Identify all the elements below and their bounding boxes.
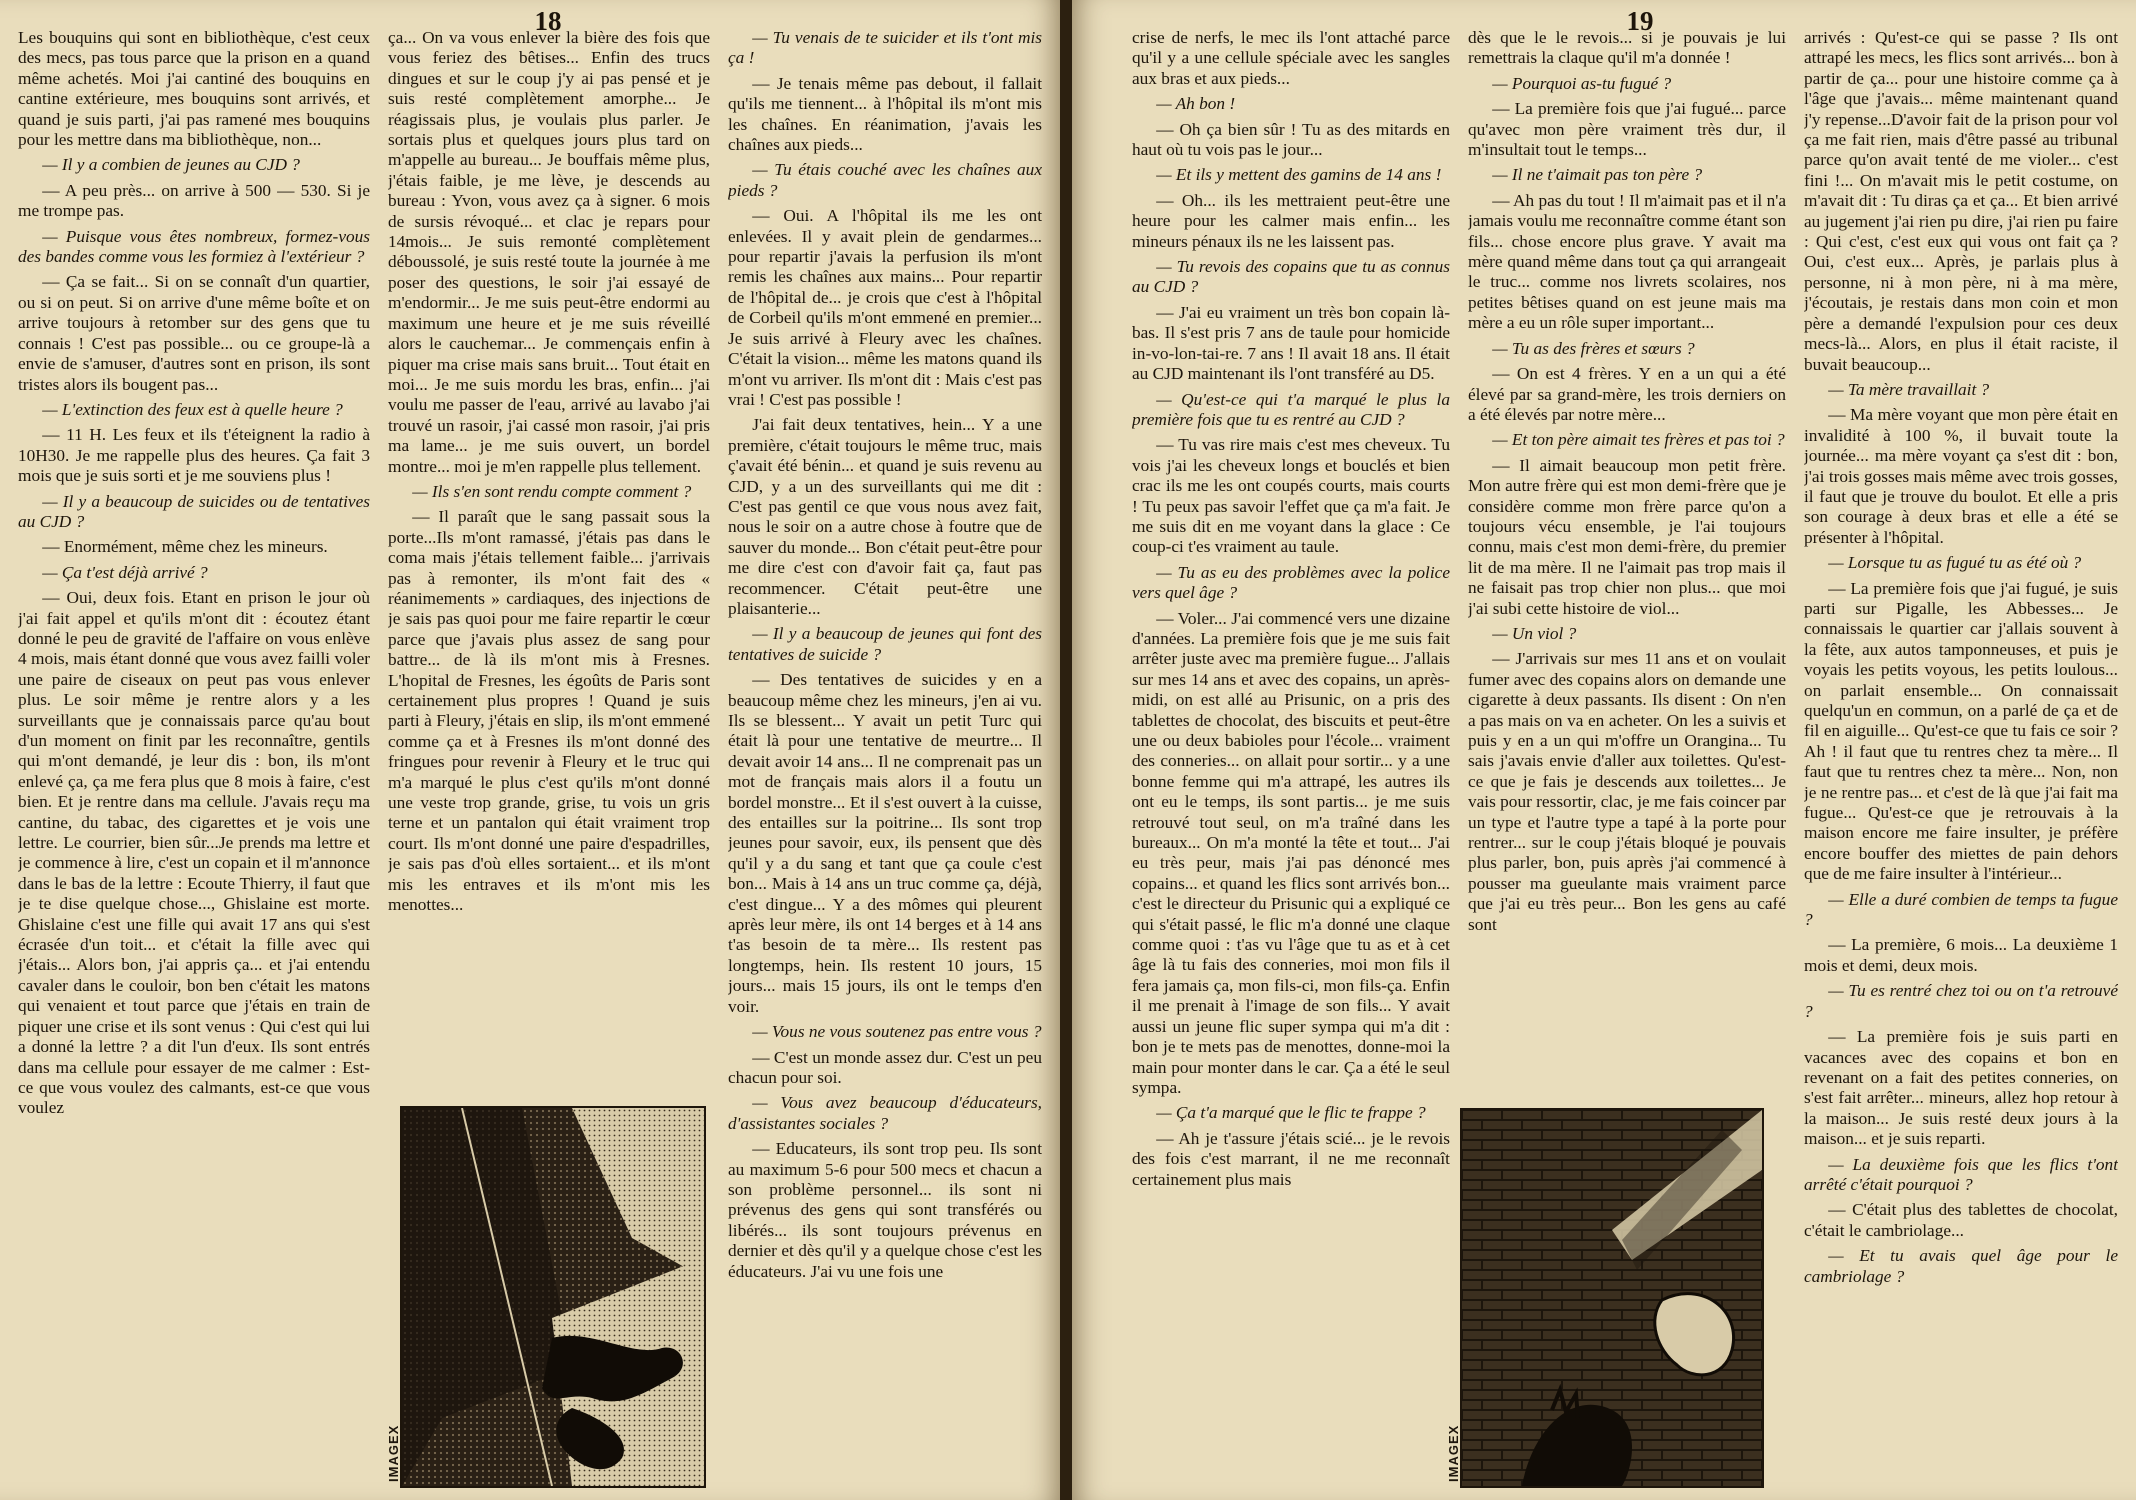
interview-question: — Ils s'en sont rendu compte comment ? — [412, 481, 692, 501]
illustration-drawing — [402, 1108, 704, 1486]
interview-question: — L'extinction des feux est à quelle heure ? — [42, 399, 343, 419]
paragraph: — J'arrivais sur mes 11 ans et on voulait fumer avec des copains alors on demande une cigarette à deux passants. Ils disent : On n'en a pas mais on va en acheter. On les a suivis et puis y en a un qui m'offre un Orangina... Tu sais j'avais envie d'aller aux toilettes. Qu'est-ce que je fais je descends aux toilettes... Je vais pour ressortir, clac, je me fais coincer par un type et l'autre type a tapé à la porte pour rentrer... sur le coup j'étais bloqué je pouvais plus parler, bon, puis après j'ai commencé à pousser ma gueulante mais vraiment parce que j'ai eu très peur... Bon les gens au café sont — [1468, 649, 1786, 934]
paragraph: — Ma mère voyant que mon père était en invalidité à 100 %, il buvait toute la journée... ma mère voyant ça s'est dit : bon, j'ai trois gosses mais même avec trois gosses, il faut que je trouve du boulot. Et elle a pris son courage à deux bras et elle a été se présenter à l'hôpital. — [1804, 405, 2118, 547]
interview-question: — Elle a duré combien de temps ta fugue ? — [1804, 889, 2118, 930]
column-3 — [1804, 28, 2118, 1490]
paragraph: — Educateurs, ils sont trop peu. Ils sont au maximum 5-6 pour 500 mecs et chacun a son problème personnel... ils sont ni prévenus des gens qui sont transférés ou libérés... ils sont toujours prévenus en dernier et dès qu'il y a quelque chose c'est les éducateurs. J'ai vu une fois une — [728, 1139, 1042, 1281]
page-number: 19 — [1626, 6, 1654, 36]
interview-question: — Et ton père aimait tes frères et pas toi ? — [1492, 430, 1785, 450]
interview-question: — Et tu avais quel âge pour le cambriolage ? — [1804, 1246, 2118, 1286]
interview-question: — Tu étais couché avec les chaînes aux pieds ? — [728, 160, 1042, 200]
paragraph: — Oui. A l'hôpital ils me les ont enlevées. Il y avait plein de gendarmes... pour repartir j'avais la perfusion ils m'ont remis les chaînes aux mains... Pour repartir de l'hôpital de... je crois que c'est à l'hôpital de Corbeil qu'ils m'ont emmené en premier... Je suis arrivé à Fleury avec les chaînes. C'était la vision... même les matons quand ils m'ont vu arriver. Ils m'ont dit : Mais c'est pas vrai ! C'est pas possible ! — [728, 206, 1042, 409]
paragraph: — Il aimait beaucoup mon petit frère. Mon autre frère qui est mon demi-frère que je considère comme mon frère parce qu'on a toujours vécu ensemble, je l'ai toujours connu, mais c'est mon demi-frère, du premier lit de ma mère. Il ne l'aimait pas trop mais il ne faisait pas trop chier non plus... que moi j'ai subi cette histoire de viol... — [1468, 455, 1786, 618]
paragraph: — C'était plus des tablettes de chocolat, c'était le cambriolage... — [1804, 1200, 2118, 1240]
paragraph: — Ah pas du tout ! Il m'aimait pas et il n'a jamais voulu me reconnaître comme étant son fils... chose encore plus grave. Y avait ma mère quand même dans tout ça qui arrangeait le truc... comme nos livrets scolaires, nos petites bêtises quand on est jeune mais ma mère a eu un rôle super important... — [1468, 190, 1786, 333]
interview-question: — La deuxième fois que les flics t'ont arrêté c'était pourquoi ? — [1804, 1154, 2118, 1194]
column-1 — [18, 28, 370, 1490]
paragraph: — La première fois que j'ai fugué, je suis parti sur Pigalle, les Abbesses... Je connaissais le quartier car j'allais souvent à la fête, aux autos tamponneuses, et puis je voyais les petits voyous, les petits loulous... on parlait ensemble... On connaissait quelqu'un en commun, on a parlé de ça et de fil en aiguille... Qu'est-ce que tu fais ce soir ? Ah ! il faut que tu rentres chez ta mère... Il faut que tu rentres chez ta mère... Non, non je ne rentre pas... et c'est de là que j'ai fait ma fugue... Qu'est-ce que je retrouvais à la maison encore me faire insulter, je préfère encore bouffer des miettes de pain dehors que de me faire insulter à l'intérieur... — [1804, 578, 2118, 884]
column-1 — [1132, 28, 1450, 1490]
paragraph: — La première fois je suis parti en vacances avec des copains et bon en revenant on a fait des petites conneries, on s'est fait arrêter... mineurs, allez hop retour à la maison... Je suis resté deux jours à la maison... et je suis reparti. — [1804, 1027, 2118, 1149]
paragraph: — Des tentatives de suicides y en a beaucoup même chez les mineurs, j'en ai vu. Ils se blessent... Y avait un petit Turc qui était là pour une tentative de meurtre... Il devait avoir 14 ans... Il ne comprenait pas un mot de français mais alors il a foutu un bordel monstre... Et il s'est ouvert à la cuisse, des entailles sur la poitrine... Ils sont trop jeunes pour savoir, eux, ils pensent que dès qu'il y a du sang et tant que ça coule c'est bon... Mais à 14 ans un truc comme ça, déjà, c'est dingue... Y a des mômes qui pleurent après leur mère, ils ont 14 berges et à 14 ans t'as besoin de ta mère... Ils restent pas longtemps, hein. Ils restent 10 jours, 15 jours... mais 15 jours, ils ont le temps d'en voir. — [728, 670, 1042, 1016]
interview-question: — Pourquoi as-tu fugué ? — [1492, 73, 1672, 93]
interview-question: — Tu venais de te suicider et ils t'ont mis ça ! — [728, 28, 1042, 68]
paragraph: Les bouquins qui sont en bibliothèque, c'est ceux des mecs, pas tous parce que la prison en a quand même achetés. Moi j'ai cantiné des bouquins en cantine extérieure, mes bouquins sont arrivés, et quand je suis parti, j'ai pas ramené mes bouquins pour les mettre dans ma bibliothèque, non... — [18, 28, 370, 150]
paragraph: — Voler... J'ai commencé vers une dizaine d'années. La première fois que je me suis fait arrêter juste avec ma première fugue... J'allais sur mes 14 ans et avec des copains, un après-midi, on est allé au Prisunic, on a pris des tablettes de chocolat, des biscuits et peut-être une ou deux babioles pour l'école... vraiment des conneries... on allait pour sortir... y a une bonne femme qui m'a attrapé, les autres ils ont eu le temps, ils sont partis... je me suis retrouvé tout seul, on m'a traîné dans les bureaux... On m'a monté la tête et tout... J'ai eu très peur, mais j'ai pas dénoncé mes copains... et quand les flics sont arrivés bon... c'est le directeur du Prisunic qui a expliqué ce qui s'était passé, le flic m'a donné une claque comme quoi : t'as vu l'âge que tu as et à cet âge là tu fais des conneries, moi mon fils il fera jamais ça, mon fils-ci, mon fils-ça. Enfin il me prenait à l'image de son fils... Y avait aussi un jeune flic super sympa qui m'a dit : bon je te mets pas de menottes, donne-moi la main pour monter dans le car. Ça a été le seul sympa. — [1132, 608, 1450, 1097]
paragraph: ça... On va vous enlever la bière des fois que vous feriez des bêtises... Enfin des trucs dingues et sur le coup j'y ai pas pensé et je suis resté complètement amorphe... Je réagissais plus, je voulais plus parler. Je sortais plus et quelques jours plus tard on m'appelle au bureau... Je bouffais même plus, j'étais faible, je me lève, je descends au bureau : Yvon, vous avez ça à signer. 6 mois de sursis révoqué... et clac je repars pour 14mois... Je suis remonté complètement déboussolé, je suis resté toute la journée à me poser des questions, le soir j'ai essayé de m'endormir... Je me suis peut-être endormi au maximum une heure et je me suis réveillé alors le cauchemar... Je commençais enfin à piquer ma crise mais sans bruit... Tout était en moi... Je me suis mordu les bras, enfin... j'ai voulu me passer de l'eau, arrivé au lavabo j'ai trouvé un rasoir, j'ai cassé mon rasoir, j'ai pris ma lame... je me suis ouvert, un bordel montre... moi je m'en rappelle plus tellement. — [388, 28, 710, 476]
interview-question: — Qu'est-ce qui t'a marqué le plus la première fois que tu es rentré au CJD ? — [1132, 389, 1450, 429]
interview-question: — Il y a beaucoup de jeunes qui font des tentatives de suicide ? — [728, 624, 1042, 664]
paragraph: — Oh ça bien sûr ! Tu as des mitards en haut où tu vois pas le jour... — [1132, 119, 1450, 160]
interview-question: — Un viol ? — [1492, 623, 1577, 643]
illustration-credit: IMAGEX — [1446, 1424, 1461, 1482]
page-19 — [1072, 0, 2136, 1500]
paragraph: — Enormément, même chez les mineurs. — [42, 537, 328, 557]
paragraph: dès que le le revois... si je pouvais je lui remettrais la claque qu'il m'a donnée ! — [1468, 28, 1786, 68]
interview-question: — Lorsque tu as fugué tu as été où ? — [1828, 553, 2082, 573]
paragraph: — La première fois que j'ai fugué... parce qu'avec mon père vraiment très dur, il m'insultait tout le temps... — [1468, 99, 1786, 160]
paragraph: — La première, 6 mois... La deuxième 1 mois et demi, deux mois. — [1804, 935, 2118, 975]
interview-question: — Tu as des frères et sœurs ? — [1492, 338, 1695, 358]
paragraph: — Oh... ils les mettraient peut-être une heure pour les calmer mais enfin... les mineurs pénaux ils ne les laissent pas. — [1132, 190, 1450, 251]
page-number: 18 — [534, 6, 562, 36]
interview-question: — Vous ne vous soutenez pas entre vous ? — [752, 1022, 1042, 1042]
interview-question: — Ça t'a marqué que le flic te frappe ? — [1156, 1103, 1426, 1123]
paragraph: — Ah je t'assure j'étais scié... je le revois des fois c'est marrant, il ne me reconnaît certainement plus mais — [1132, 1128, 1450, 1189]
interview-question: — Tu as eu des problèmes avec la police vers quel âge ? — [1132, 562, 1450, 603]
paragraph: J'ai fait deux tentatives, hein... Y a une première, c'était toujours le même truc, mais ç'avait été bénin... et quand je suis revenu au CJD, y a un des surveillants qui me dit : C'est pas gentil ce que vous nous avez fait, nous le soir on a autre chose à foutre que de sauver du monde... Bon c'était peut-être pour me dire c'est con d'avoir fait ça, faut pas recommencer. C'était peut-être une plaisanterie... — [728, 415, 1042, 618]
illustration-drawing — [1462, 1110, 1762, 1486]
paragraph: — Ça se fait... Si on se connaît d'un quartier, ou si on peut. Si on arrive d'une même boîte et on arrive toujours à retomber sur des gens que tu connais ! C'est pas possible... ou ce groupe-là a envie de s'amuser, d'autres sont en prison, ils sont tristes alors ils bougent pas... — [18, 272, 370, 394]
interview-question: — Ça t'est déjà arrivé ? — [42, 562, 208, 582]
column-2 — [388, 28, 710, 1098]
illustration-credit: IMAGEX — [386, 1424, 401, 1482]
interview-question: — Et ils y mettent des gamins de 14 ans ! — [1156, 165, 1442, 185]
illustration — [400, 1106, 706, 1488]
interview-question: — Il y a beaucoup de suicides ou de tentatives au CJD ? — [18, 491, 370, 531]
paragraph: — Tu vas rire mais c'est mes cheveux. Tu vois j'ai les cheveux longs et bouclés et bien crac ils me les ont coupés courts, mais courts ! Tu peux pas savoir l'effet que ça m'a fait. Je me suis dit en me voyant dans la glace : Ce coup-ci t'es vraiment au taule. — [1132, 435, 1450, 557]
binding-gutter — [1060, 0, 1072, 1500]
column-2 — [1468, 28, 1786, 1084]
interview-question: — Il ne t'aimait pas ton père ? — [1492, 165, 1703, 185]
interview-question: — Puisque vous êtes nombreux, formez-vous des bandes comme vous les formiez à l'extérieur ? — [18, 226, 370, 267]
interview-question: — Il y a combien de jeunes au CJD ? — [42, 155, 300, 175]
interview-question: — Tu es rentré chez toi ou on t'a retrouvé ? — [1804, 981, 2118, 1021]
interview-question: — Ah bon ! — [1156, 94, 1236, 114]
paragraph: — 11 H. Les feux et ils t'éteignent la radio à 10H30. Je me rappelle plus des heures. Ça fait 3 mois que je suis sorti et je me souviens plus ! — [18, 425, 370, 486]
interview-question: — Tu revois des copains que tu as connus au CJD ? — [1132, 257, 1450, 297]
paragraph: — Oui, deux fois. Etant en prison le jour où j'ai fait appel et qu'ils m'ont dit : écoutez étant donné le peu de gravité de l'affaire on vous enlève 4 mois, mais étant donné que vous avez failli voler une paire de ciseaux on peut pas vous enlever plus. Le soir même je rentre alors y a les surveillants que je connaissais parce qu'au bout d'un moment on finit par les reconnaître, gentils qui m'ont demandé, je leur dis : bon, ils m'ont enlevé ça, ça me fera plus que 8 mois à faire, c'est bien. Et je rentre dans ma cellule. J'avais reçu ma cantine, du tabac, des cigarettes et je vois une lettre. Le courrier, bien sûr...Je prends ma lettre et je commence à lire, c'est un copain et il m'annonce dans le bas de la lettre : Ecoute Thierry, il faut que je te dise quelque chose..., Ghislaine est morte. Ghislaine c'est une fille qui avait 17 ans qui s'est écrasée d'un toit... et c'était la fille avec qui j'étais... Alors bon, j'ai appris ça... et j'ai entendu cavaler dans le couloir, bon ben c'était les matons qui venaient et tout parce que j'étais en train de piquer une crise et ils sont venus : Qui c'est qui lui a donné la lettre ? a dit l'un d'eux. Ils sont entrés dans ma cellule pour essayer de me calmer : Est-ce que vous voulez des calmants, est-ce que vous voulez — [18, 588, 370, 1118]
paragraph: — J'ai eu vraiment un très bon copain là-bas. Il s'est pris 7 ans de taule pour homicide in-vo-lon-tai-re. 7 ans ! Il avait 18 ans. Il était au CJD maintenant ils l'ont transféré au D5. — [1132, 302, 1450, 384]
illustration — [1460, 1108, 1764, 1488]
paragraph: — A peu près... on arrive à 500 — 530. Si je me trompe pas. — [18, 180, 370, 221]
interview-question: — Ta mère travaillait ? — [1828, 379, 1990, 399]
page-18 — [0, 0, 1060, 1500]
paragraph: arrivés : Qu'est-ce qui se passe ? Ils ont attrapé les mecs, les flics sont arrivés... bon à partir de ça... pour une histoire comme ça à l'âge que j'avais... même maintenant quand j'y repense...D'avoir fait de la prison pour vol ça me fait rien, mais d'être passé au tribunal parce qu'on avait tenté de me violer... c'est fini !... On m'avait mis le petit costume, on m'avait dit : Tu diras ça et ça... Et bien arrivé au jugement j'ai rien pu dire, j'ai rien pu faire : Qui c'est, c'est eux qui vous ont fait ça ? Oui, c'est eux... Après, je parlais plus à personne, ni à mon père, ni à ma mère, j'écoutais, je restais dans mon coin et mon père a demandé l'expulsion pour ces deux mecs-là... Alors, en plus il était raciste, il buvait beaucoup... — [1804, 28, 2118, 374]
paragraph: — On est 4 frères. Y en a un qui a été élevé par sa grand-mère, les trois derniers on a été élevés par notre mère... — [1468, 364, 1786, 424]
interview-question: — Vous avez beaucoup d'éducateurs, d'assistantes sociales ? — [728, 1093, 1042, 1133]
paragraph: — Il paraît que le sang passait sous la porte...Ils m'ont ramassé, j'étais pas dans le coma mais j'étais tellement faible... j'arrivais pas à remonter, ils m'ont fait des « réanimements » cardiaques, des injections de je sais pas quoi pour me faire repartir le cœur parce que j'avais plus assez de sang pour battre... de là ils m'ont mis à Fresnes. L'hopital de Fresnes, les égoûts de Paris sont certainement plus propres ! Quand je suis parti à Fleury, j'étais en slip, ils m'ont emmené comme ça et à Fresnes ils m'ont donné des fringues pour revenir à Fleury et le truc qui m'a marqué le plus c'est qu'ils m'ont donné une veste trop grande, grise, tu vois un gris terne et un pantalon qui était vraiment trop court. Ils m'ont donné une paire d'espadrilles, je sais pas d'où elles sortaient... et ils m'ont mis les entraves et ils m'ont mis les menottes... — [388, 507, 710, 915]
column-3 — [728, 28, 1042, 1490]
paragraph: crise de nerfs, le mec ils l'ont attaché parce qu'il y a une cellule spéciale avec les sangles aux bras et aux pieds... — [1132, 28, 1450, 88]
paragraph: — Je tenais même pas debout, il fallait qu'ils me tiennent... à l'hôpital ils m'ont mis les chaînes. En réanimation, j'avais les chaînes aux pieds... — [728, 73, 1042, 155]
paragraph: — C'est un monde assez dur. C'est un peu chacun pour soi. — [728, 1047, 1042, 1087]
